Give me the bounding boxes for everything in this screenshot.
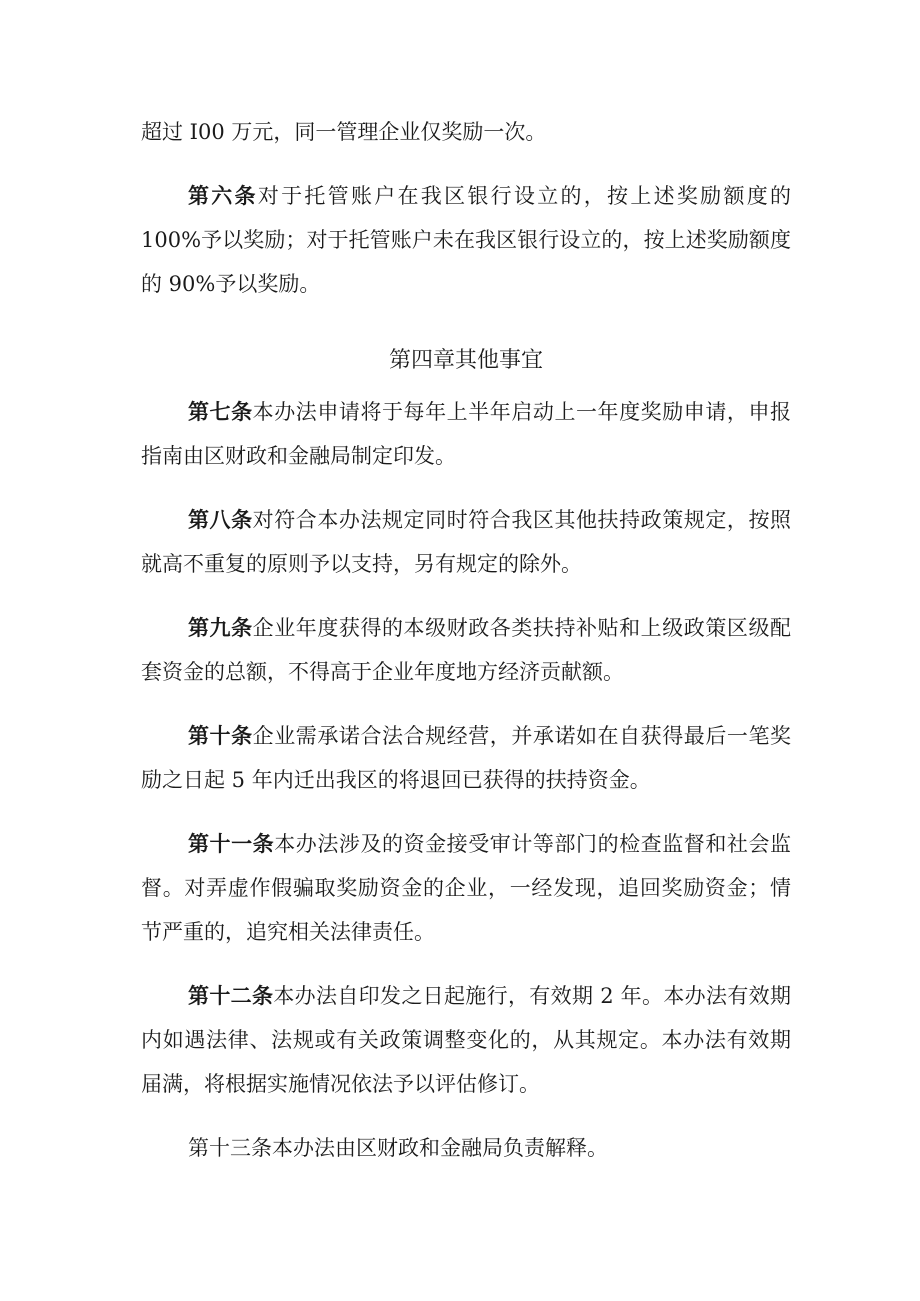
article-6 — [141, 174, 791, 306]
article-11 — [141, 822, 791, 954]
article-9 — [141, 606, 791, 694]
continuation-paragraph: 超过 I00 万元，同一管理企业仅奖励一次。 — [141, 120, 547, 144]
article-text: 企业年度获得的本级财政各类扶持补贴和上级政策区级配套资金的总额，不得高于企业年度地方经济贡献额。 — [141, 616, 792, 684]
chapter-title: 第四章其他事宜 — [388, 348, 543, 373]
article-text: 对于托管账户在我区银行设立的，按上述奖励额度的100%予以奖励；对于托管账户未在我区银行设立的，按上述奖励额度的 90%予以奖励。 — [141, 184, 792, 296]
article-label: 第十二条 — [188, 984, 274, 1008]
article-10 — [141, 714, 791, 802]
article-label: 第七条 — [188, 400, 253, 424]
article-label: 第十一条 — [188, 832, 275, 856]
article-text: 企业需承诺合法合规经营，并承诺如在自获得最后一笔奖励之日起 5 年内迁出我区的将退回已获得的扶持资金。 — [141, 724, 792, 792]
article-8 — [141, 498, 791, 586]
article-7 — [141, 390, 791, 478]
article-text: 本办法涉及的资金接受审计等部门的检查监督和社会监督。对弄虚作假骗取奖励资金的企业，一经发现，追回奖励资金；情节严重的，追究相关法律责任。 — [141, 832, 792, 944]
article-label: 第九条 — [188, 616, 253, 640]
article-12 — [141, 974, 791, 1106]
article-text: 对符合本办法规定同时符合我区其他扶持政策规定，按照就高不重复的原则予以支持，另有规定的除外。 — [141, 508, 792, 576]
article-label: 第十条 — [188, 724, 253, 748]
article-label: 第六条 — [188, 184, 258, 208]
article-text: 本办法申请将于每年上半年启动上一年度奖励申请，申报指南由区财政和金融局制定印发。 — [141, 400, 792, 468]
document-body — [141, 110, 791, 1190]
article-13: 第十三条本办法由区财政和金融局负责解释。 — [188, 1136, 608, 1160]
article-label: 第八条 — [188, 508, 253, 532]
article-text: 本办法自印发之日起施行，有效期 2 年。本办法有效期内如遇法律、法规或有关政策调整变化的，从其规定。本办法有效期届满，将根据实施情况依法予以评估修订。 — [141, 984, 791, 1096]
